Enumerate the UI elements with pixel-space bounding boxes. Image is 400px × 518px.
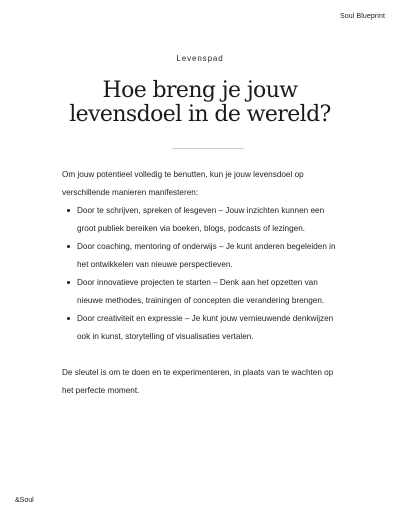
header-brand: Soul Blueprint [340,13,385,20]
list-item: Door creativiteit en expressie – Je kunt jouw vernieuwende denkwijzen ook in kunst, storytelling of visualisaties vertalen. [62,310,344,346]
footer-brand: &Soul [15,497,34,504]
manifestation-list [62,202,344,346]
section-eyebrow: Levenspad [176,54,224,63]
list-item: Door innovatieve projecten te starten – Denk aan het opzetten van nieuwe methodes, trainingen of concepten die verandering brengen. [62,274,344,310]
page-title [0,79,400,127]
body-text [62,166,344,400]
intro-paragraph: Om jouw potentieel volledig te benutten, kun je jouw levensdoel op verschillende manieren manifesteren: [62,170,304,197]
closing-paragraph: De sleutel is om te doen en te experimenteren, in plaats van te wachten op het perfecte moment. [62,368,334,395]
title-divider [172,148,244,149]
list-item: Door coaching, mentoring of onderwijs – Je kunt anderen begeleiden in het ontwikkelen van nieuwe perspectieven. [62,238,344,274]
page-title-line-1: Hoe breng je jouw [102,78,298,103]
page-title-line-2: levensdoel in de wereld? [69,102,331,127]
list-item: Door te schrijven, spreken of lesgeven – Jouw inzichten kunnen een groot publiek bereiken via boeken, blogs, podcasts of lezingen. [62,202,344,238]
